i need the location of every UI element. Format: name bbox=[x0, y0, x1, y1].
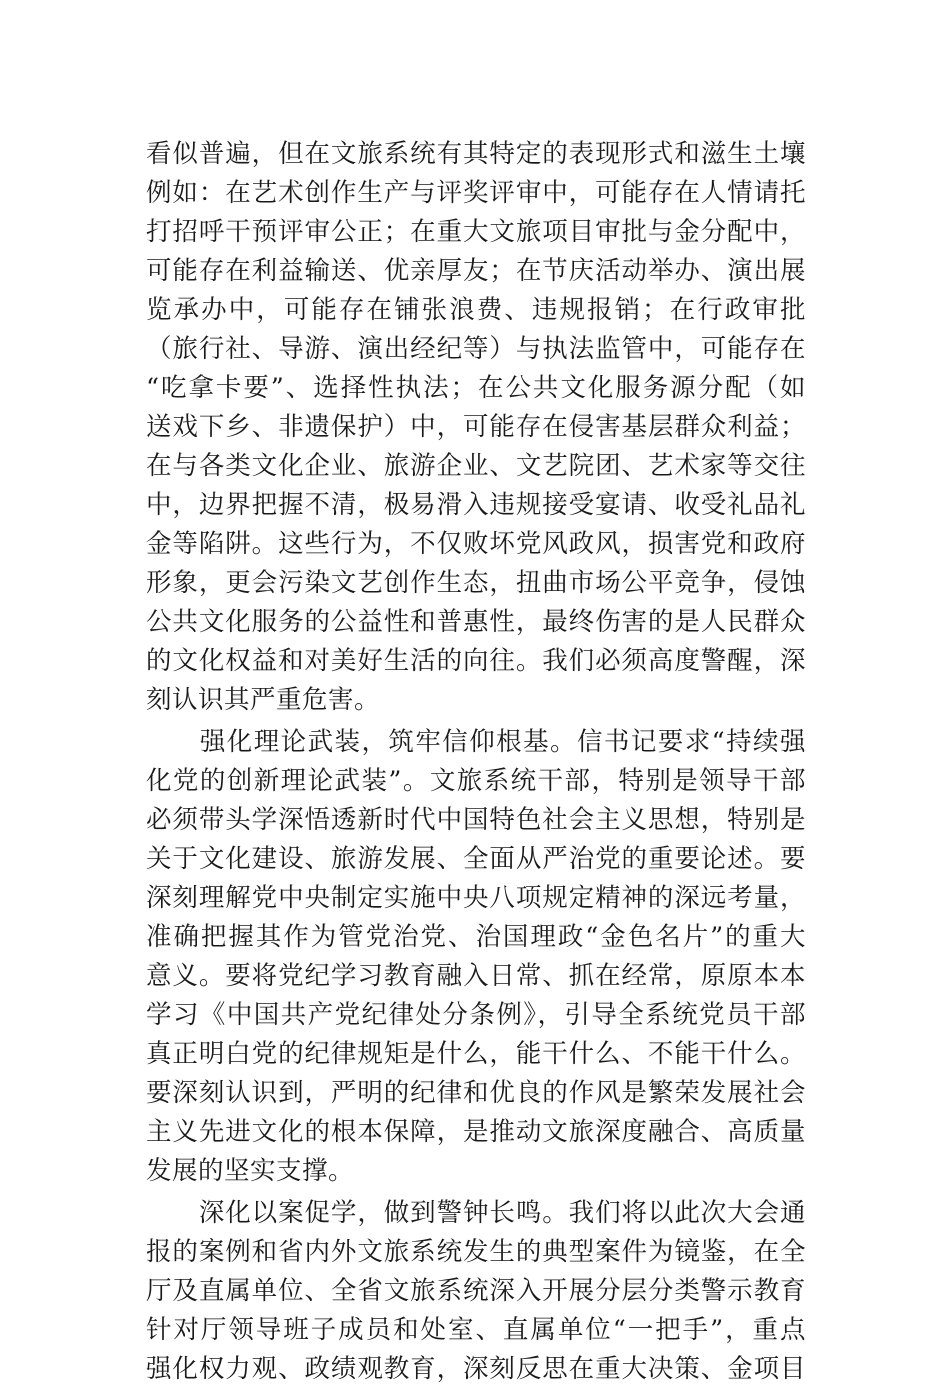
text-line: 刻认识其严重危害。 bbox=[146, 685, 381, 715]
text-line: 的文化权益和对美好生活的向往。我们必须高度警醒，深 bbox=[146, 646, 806, 676]
text-line: 准确把握其作为管党治党、治国理政“金色名片”的重大 bbox=[146, 922, 806, 952]
text-line: 学习《中国共产党纪律处分条例》，引导全系统党员干部 bbox=[146, 1000, 806, 1030]
text-line: 要深刻认识到，严明的纪律和优良的作风是繁荣发展社会 bbox=[146, 1078, 806, 1108]
text-line: 主义先进文化的根本保障，是推动文旅深度融合、高质量 bbox=[146, 1117, 806, 1147]
text-line: 必须带头学深悟透新时代中国特色社会主义思想，特别是 bbox=[146, 805, 806, 835]
text-line: 打招呼干预评审公正；在重大文旅项目审批与金分配中， bbox=[146, 217, 806, 247]
text-line: 发展的坚实支撑。 bbox=[146, 1156, 355, 1186]
text-line: 强化权力观、政绩观教育，深刻反思在重大决策、金项目 bbox=[146, 1354, 806, 1384]
text-line: 送戏下乡、非遗保护）中，可能存在侵害基层群众利益； bbox=[146, 412, 806, 442]
text-line: 形象，更会污染文艺创作生态，扭曲市场公平竞争，侵蚀 bbox=[146, 568, 806, 598]
text-line: 深化以案促学，做到警钟长鸣。我们将以此次大会通 bbox=[146, 1198, 806, 1228]
text-line: 金等陷阱。这些行为，不仅败坏党风政风，损害党和政府 bbox=[146, 529, 806, 559]
text-line: 公共文化服务的公益性和普惠性，最终伤害的是人民群众 bbox=[146, 607, 806, 637]
body-text bbox=[146, 135, 806, 1389]
text-line: “吃拿卡要”、选择性执法；在公共文化服务源分配（如 bbox=[146, 373, 806, 403]
text-line: 可能存在利益输送、优亲厚友；在节庆活动举办、演出展 bbox=[146, 256, 806, 286]
paragraph-1 bbox=[146, 135, 806, 720]
text-line: （旅行社、导游、演出经纪等）与执法监管中，可能存在 bbox=[146, 334, 806, 364]
text-line: 真正明白党的纪律规矩是什么，能干什么、不能干什么。 bbox=[146, 1039, 806, 1069]
text-line: 例如：在艺术创作生产与评奖评审中，可能存在人情请托 bbox=[146, 178, 806, 208]
text-line: 强化理论武装，筑牢信仰根基。信书记要求“持续强 bbox=[146, 727, 806, 757]
text-line: 在与各类文化企业、旅游企业、文艺院团、艺术家等交往 bbox=[146, 451, 806, 481]
text-line: 报的案例和省内外文旅系统发生的典型案件为镜鉴，在全 bbox=[146, 1237, 806, 1267]
text-line: 览承办中，可能存在铺张浪费、违规报销；在行政审批 bbox=[146, 295, 806, 325]
text-line: 看似普遍，但在文旅系统有其特定的表现形式和滋生土壤 bbox=[146, 139, 806, 169]
text-line: 中，边界把握不清，极易滑入违规接受宴请、收受礼品礼 bbox=[146, 490, 806, 520]
text-line: 关于文化建设、旅游发展、全面从严治党的重要论述。要 bbox=[146, 844, 806, 874]
text-line: 化党的创新理论武装”。文旅系统干部，特别是领导干部 bbox=[146, 766, 806, 796]
paragraph-3 bbox=[146, 1194, 806, 1389]
text-line: 深刻理解党中央制定实施中央八项规定精神的深远考量， bbox=[146, 883, 806, 913]
text-line: 针对厅领导班子成员和处室、直属单位“一把手”，重点 bbox=[146, 1315, 806, 1345]
text-line: 厅及直属单位、全省文旅系统深入开展分层分类警示教育 bbox=[146, 1276, 806, 1306]
text-line: 意义。要将党纪学习教育融入日常、抓在经常，原原本本 bbox=[146, 961, 806, 991]
paragraph-2 bbox=[146, 723, 806, 1191]
